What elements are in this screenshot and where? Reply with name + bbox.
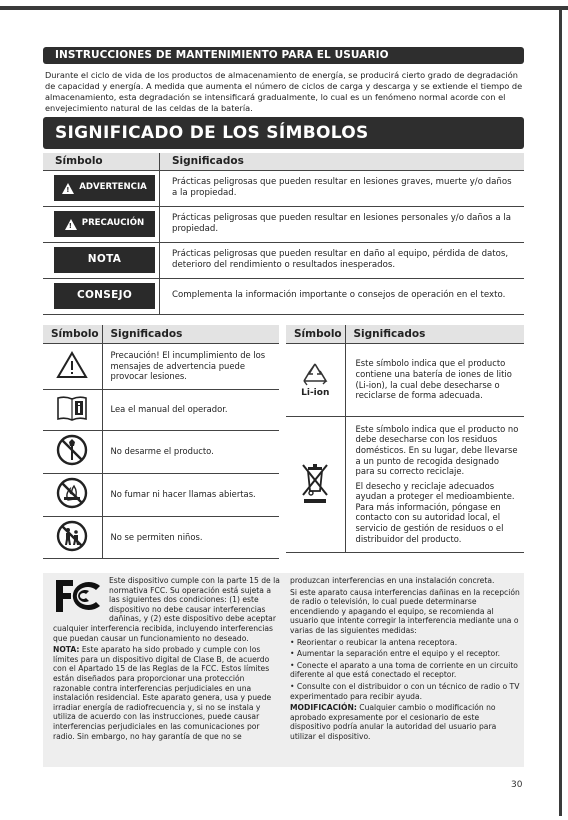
nota-meaning: Prácticas peligrosas que pueden resultar en daño al equipo, pérdida de datos, deterioro del rendimiento o resultados inesperados. <box>160 242 525 278</box>
fcc-right-p2: Si este aparato causa interferencias dañinas en la recepción de radio o televisión, lo cual puede determinarse encendiendo y apagando el equipo, se recomienda al usuario que intente corregir la interferencia mediante una o varias de las siguientes medidas: <box>290 587 520 635</box>
table-row <box>43 430 279 473</box>
side-rule <box>559 6 562 816</box>
table-row <box>43 343 279 389</box>
col-symbol-header: Símbolo <box>43 325 102 343</box>
table-row <box>43 473 279 516</box>
page-number: 30 <box>511 780 523 790</box>
col-meaning-header: Significados <box>102 325 279 343</box>
warning-icon: ! <box>62 183 74 194</box>
table-row <box>43 278 524 314</box>
fcc-logo-icon <box>53 577 103 615</box>
fcc-notice <box>43 573 524 767</box>
fcc-bullet: • Reorientar o reubicar la antena receptora. <box>290 638 520 648</box>
li-ion-meaning: Este símbolo indica que el producto contiene una batería de iones de litio (Li-ion), la cual debe desecharse o reciclarse de forma adecuada. <box>345 343 524 416</box>
col-symbol-header: Símbolo <box>43 153 160 170</box>
advertencia-meaning: Prácticas peligrosas que pueden resultar en lesiones graves, muerte y/o daños a la propiedad. <box>160 170 525 206</box>
col-symbol-header: Símbolo <box>286 325 345 343</box>
table-row <box>43 389 279 430</box>
signal-words-table <box>43 153 524 315</box>
table-row <box>43 170 524 206</box>
top-rule <box>0 6 568 10</box>
caution-triangle-icon <box>56 351 88 379</box>
manual-icon <box>56 395 88 421</box>
manual-meaning: Lea el manual del operador. <box>102 389 279 430</box>
fcc-intro: Este dispositivo cumple con la parte 15 de la normativa FCC. Su operación está sujeta a las siguientes dos condiciones: (1) este dispositivo no debe causar interferencias dañinas, y (2) este dispositivo debe aceptar cualquier interferencia recibida, incluyendo interferencias que puedan causar un funcionamiento no deseado. <box>53 576 280 643</box>
no-disassemble-meaning: No desarme el producto. <box>102 430 279 473</box>
warning-icon: ! <box>65 219 77 230</box>
table-row <box>43 242 524 278</box>
bin-meaning-2: El desecho y reciclaje adecuados ayudan a proteger el medioambiente. Para más información, póngase en contacto con su autoridad local, el servicio de gestión de residuos o el distribuidor del producto. <box>355 480 515 544</box>
no-smoking-icon <box>56 477 88 509</box>
nota-label: NOTA <box>54 247 155 273</box>
no-children-icon <box>56 520 88 552</box>
caution-meaning: Precaución! El incumplimiento de los mensajes de advertencia puede provocar lesiones. <box>102 343 279 389</box>
safety-symbols-table <box>43 325 279 559</box>
table-row <box>286 416 524 552</box>
fcc-bullet: • Aumentar la separación entre el equipo y el receptor. <box>290 649 520 659</box>
maintenance-heading: INSTRUCCIONES DE MANTENIMIENTO PARA EL USUARIO <box>43 47 524 64</box>
fcc-bullet: • Consulte con el distribuidor o con un técnico de radio o TV experimentado para recibir ayuda. <box>290 682 520 701</box>
recycle-li-ion-icon <box>298 361 332 387</box>
precaucion-meaning: Prácticas peligrosas que pueden resultar en lesiones personales y/o daños a la propiedad. <box>160 206 525 242</box>
fcc-modification: MODIFICACIÓN: Cualquier cambio o modificación no aprobado expresamente por el cesionario de este dispositivo podría anular la autoridad del usuario para utilizar el dispositivo. <box>290 703 497 741</box>
table-row <box>43 206 524 242</box>
maintenance-text: Durante el ciclo de vida de los productos de almacenamiento de energía, se producirá cierto grado de degradación de capacidad y energía. A medida que aumenta el número de ciclos de carga y descarga y se extiende el tiempo de almacenamiento, esta degradación se intensificará gradualmente, lo cual es un fenómeno normal acorde con el envejecimiento natural de las celdas de la batería. <box>45 70 523 113</box>
col-meaning-header: Significados <box>345 325 524 343</box>
consejo-label: CONSEJO <box>54 283 155 309</box>
fcc-left-column <box>53 576 281 741</box>
no-children-meaning: No se permiten niños. <box>102 516 279 558</box>
fcc-nota: NOTA: Este aparato ha sido probado y cumple con los límites para un dispositivo digital de Clase B, de acuerdo con el Apartado 15 de las Reglas de la FCC. Estos límites están diseñados para proporcionar una protección razonable contra interferencias perjudiciales en una instalación residencial. Este aparato genera, usa y puede irradiar energía de radiofrecuencia y, si no se instala y utiliza de acuerdo con las instrucciones, puede causar interferencias perjudiciales en las comunicaciones por radio. Sin embargo, no hay garantía de que no se <box>53 645 272 741</box>
table-row <box>43 516 279 558</box>
disposal-symbols-table <box>286 325 524 553</box>
fcc-right-p1: produzcan interferencias en una instalación concreta. <box>290 576 495 585</box>
col-meaning-header: Significados <box>160 153 525 170</box>
no-smoking-meaning: No fumar ni hacer llamas abiertas. <box>102 473 279 516</box>
advertencia-label: ! ADVERTENCIA <box>54 175 155 201</box>
table-row <box>286 343 524 416</box>
symbols-heading: SIGNIFICADO DE LOS SÍMBOLOS <box>43 117 524 149</box>
fcc-right-column <box>290 576 520 742</box>
consejo-meaning: Complementa la información importante o consejos de operación en el texto. <box>160 278 525 314</box>
crossed-bin-icon <box>299 461 331 505</box>
li-ion-label: Li-ion <box>301 388 330 399</box>
no-disassemble-icon <box>56 434 88 466</box>
fcc-bullet: • Conecte el aparato a una toma de corriente en un circuito diferente al que está conectado el receptor. <box>290 661 520 680</box>
precaucion-label: ! PRECAUCIÓN <box>54 211 155 237</box>
bin-meaning: Este símbolo indica que el producto no debe desecharse con los residuos domésticos. En su lugar, debe llevarse a un punto de recogida designado para su correcto reciclaje. <box>355 423 519 477</box>
